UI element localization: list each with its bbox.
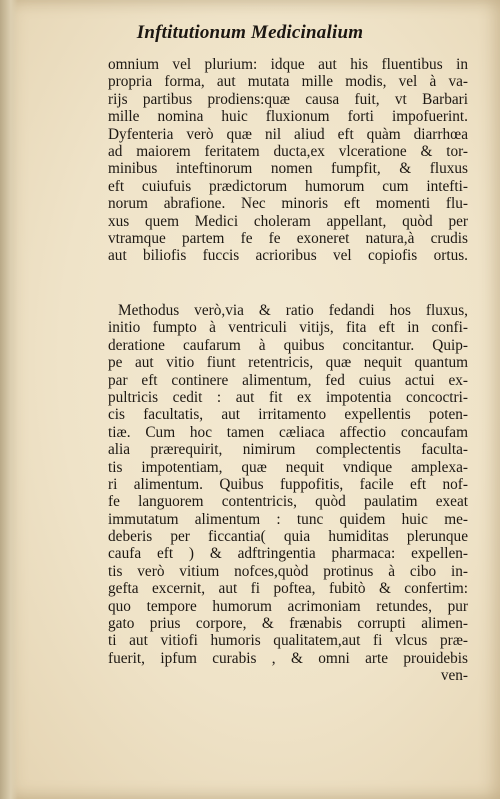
text-line: rijs partibus prodiens:quæ causa fuit, vt Barbari	[108, 90, 468, 108]
text-line: par eft continere alimentum, fed cuius actui ex-	[108, 371, 468, 389]
text-line: omnium vel plurium: idque aut his fluentibus in	[108, 56, 468, 73]
text-line: initio fumpto à ventriculi vitijs, fita eft in confi-	[108, 319, 468, 337]
text-line: caufa eft ) & adftringentia pharmaca: expellen-	[108, 545, 468, 563]
catchword: ven-	[440, 667, 468, 685]
text-line: fe languorem contentricis, quòd paulatim exeat	[108, 493, 468, 511]
text-line: norum abrafione. Nec minoris eft momenti flu-	[108, 195, 468, 213]
text-line: pultricis cedit : aut fit ex impotentia concoctri-	[108, 388, 468, 406]
text-line: ri alimentum. Quibus fuppofitis, facile eft nof-	[108, 475, 468, 493]
text-line: deberis per ficcantia( quia humiditas plerunque	[108, 528, 468, 546]
text-line: aut biliofis fuccis acrioribus vel copiofis ortus.	[108, 247, 468, 265]
paragraph-2	[108, 302, 468, 685]
text-line: deratione caufarum à quibus concitantur. Quip-	[108, 336, 468, 354]
text-line: xus quem Medici choleram appellant, quòd per	[108, 212, 468, 230]
text-line: cis facultatis, aut irritamento expellentis poten-	[108, 406, 468, 424]
text-line: mille nomina huic fluxionum forti impofuerint.	[108, 108, 468, 126]
text-line: tis impotentiam, quæ nequit vndique amplexa-	[108, 458, 468, 476]
text-line: fuerit, ipfum curabis , & omni arte prouidebis	[108, 649, 468, 667]
text-line: eft cuiufuis prædictorum humorum cum intefti-	[108, 177, 468, 195]
text-line: gato prius corpore, & frænabis corrupti alimen-	[108, 615, 468, 633]
text-line: alia prærequirit, nimirum complectentis faculta-	[108, 441, 468, 459]
text-line: quo tempore humorum acrimoniam retundes, pur	[108, 597, 468, 615]
text-line: minibus inteftinorum nomen fumpfit, & fluxus	[108, 160, 468, 178]
paragraph-1	[108, 56, 468, 265]
text-line: Methodus verò,via & ratio fedandi hos fluxus,	[118, 302, 468, 319]
text-line: gefta excernit, aut fi poftea, fubitò & confertim:	[108, 580, 468, 598]
text-line: propria forma, aut mutata mille modis, vel à va-	[108, 73, 468, 91]
page-gutter-shadow	[0, 0, 18, 799]
text-line: pe aut vitio fiunt retentricis, quæ nequit quantum	[108, 354, 468, 372]
text-line: ti aut vitiofi humoris qualitatem,aut fi vlcus præ-	[108, 632, 468, 650]
text-line: ad maiorem feritatem ducta,ex vlceratione & tor-	[108, 142, 468, 160]
text-line: tis verò vitium nofces,quòd protinus à cibo in-	[108, 562, 468, 580]
running-head: Inftitutionum Medicinalium	[136, 22, 364, 43]
text-line: vtramque partem fe fe exoneret natura,à crudis	[108, 229, 468, 247]
text-line: Dyfenteria verò quæ nil aliud eft quàm diarrhœa	[108, 125, 468, 143]
text-line: tiæ. Cum hoc tamen cæliaca affectio concaufam	[108, 423, 468, 441]
text-line: immutatum alimentum : tunc quidem huic me-	[108, 510, 468, 528]
